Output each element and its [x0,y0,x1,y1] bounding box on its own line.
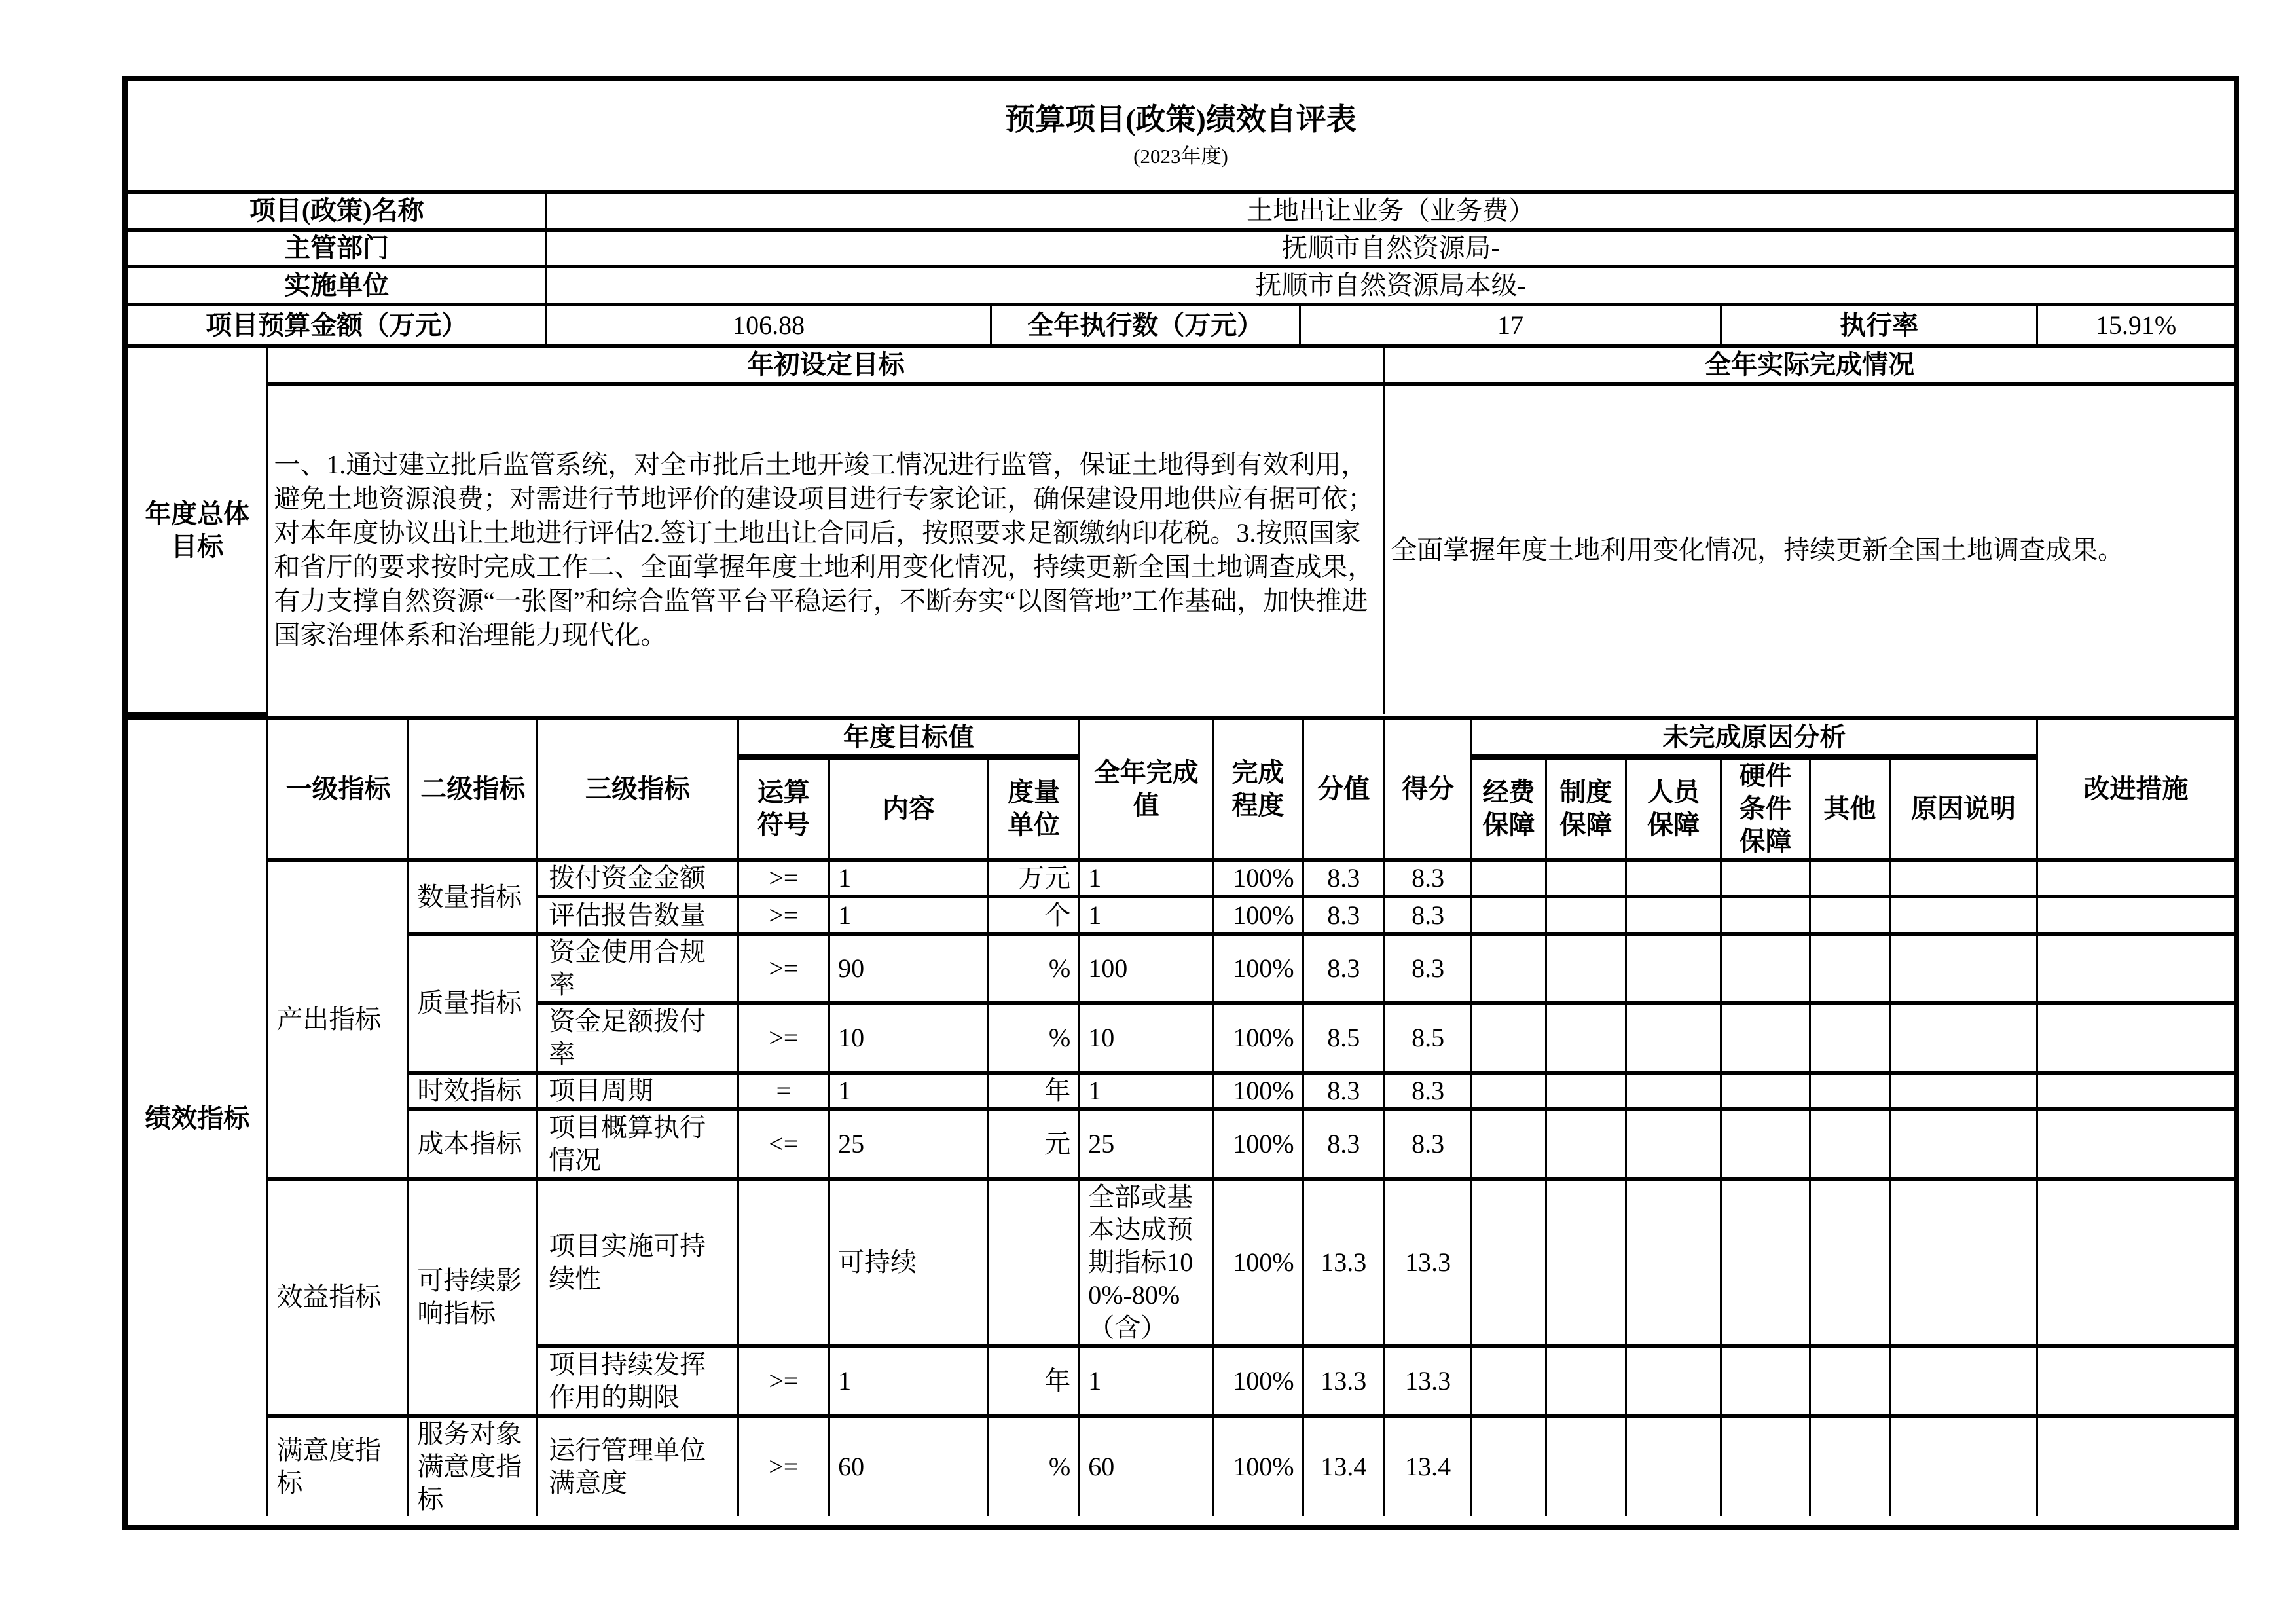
blank-cell [1626,934,1721,1003]
cell-annual-done: 1 [1080,896,1213,934]
blank-cell [2037,1179,2234,1346]
indicator-row [128,1109,2234,1179]
indicator-row [128,860,2234,896]
annual-goal-band [128,344,2234,716]
header-reason-note: 原因说明 [1890,757,2037,860]
info-band [128,190,2234,303]
header-level3: 三级指标 [538,720,738,860]
cell-content: 1 [829,860,989,896]
cell-unit: 元 [988,1109,1079,1179]
indicator-row [128,1179,2234,1346]
goal-actual-text: 全面掌握年度土地利用变化情况，持续更新全国土地调查成果。 [1385,384,2234,714]
header-operator: 运算符号 [738,757,829,860]
blank-cell [1810,1003,1889,1073]
cell-operator: <= [738,1109,829,1179]
cell-level3: 拨付资金金额 [538,860,738,896]
indicator-header-group-row [128,720,2234,757]
blank-cell [1626,860,1721,896]
blank-cell [1472,1109,1546,1179]
implementing-unit-row [128,267,2234,303]
cell-score-got: 8.3 [1385,1073,1472,1109]
cell-operator: >= [738,1346,829,1416]
blank-cell [1890,1179,2037,1346]
annual-goal-label: 年度总体目标 [128,348,268,714]
header-personnel-guarantee: 人员保障 [1626,757,1721,860]
project-name-value: 土地出让业务（业务费） [547,194,2234,230]
cell-operator: >= [738,934,829,1003]
header-score: 分值 [1303,720,1384,860]
header-annual-done: 全年完成值 [1080,720,1213,860]
blank-cell [1626,1346,1721,1416]
cell-level1: 产出指标 [268,860,409,1179]
blank-cell [1721,1073,1810,1109]
cell-unit: 年 [988,1346,1079,1416]
cell-score: 8.3 [1303,1109,1384,1179]
form-year: (2023年度) [1133,145,1228,168]
cell-level3: 项目周期 [538,1073,738,1109]
blank-cell [1546,860,1626,896]
blank-cell [1810,860,1889,896]
form-title: 预算项目(政策)绩效自评表 [1005,103,1357,136]
cell-score: 8.3 [1303,896,1384,934]
blank-cell [1546,934,1626,1003]
cell-content: 1 [829,896,989,934]
cell-unit: % [988,934,1079,1003]
header-unit: 度量单位 [988,757,1079,860]
header-level2: 二级指标 [409,720,538,860]
annual-goal-table [128,348,2234,716]
header-annual-target-group: 年度目标值 [738,720,1079,757]
blank-cell [2037,1109,2234,1179]
cell-annual-done: 1 [1080,1073,1213,1109]
info-table [128,194,2234,303]
performance-section-label: 绩效指标 [128,720,268,1516]
cell-annual-done: 全部或基本达成预期指标100%-80%（含） [1080,1179,1213,1346]
budget-row [128,306,2234,344]
cell-level3: 评估报告数量 [538,896,738,934]
execution-rate-label: 执行率 [1721,306,2037,344]
cell-score: 13.3 [1303,1179,1384,1346]
blank-cell [1810,934,1889,1003]
blank-cell [1626,1073,1721,1109]
blank-cell [1626,1109,1721,1179]
blank-cell [1546,1109,1626,1179]
cell-degree: 100% [1213,1346,1303,1416]
blank-cell [1626,1003,1721,1073]
project-name-label: 项目(政策)名称 [128,194,547,230]
cell-content: 60 [829,1416,989,1516]
blank-cell [1546,896,1626,934]
blank-cell [1472,1003,1546,1073]
cell-unit [988,1179,1079,1346]
cell-unit: % [988,1416,1079,1516]
blank-cell [1546,1073,1626,1109]
cell-degree: 100% [1213,896,1303,934]
cell-content: 1 [829,1073,989,1109]
goal-actual-header: 全年实际完成情况 [1385,348,2234,384]
cell-degree: 100% [1213,1179,1303,1346]
cell-degree: 100% [1213,1416,1303,1516]
blank-cell [1890,934,2037,1003]
cell-operator [738,1179,829,1346]
blank-cell [1890,1003,2037,1073]
blank-cell [1472,934,1546,1003]
cell-level3: 项目持续发挥作用的期限 [538,1346,738,1416]
blank-cell [2037,896,2234,934]
cell-degree: 100% [1213,860,1303,896]
blank-cell [1721,1416,1810,1516]
cell-score-got: 8.3 [1385,1109,1472,1179]
cell-score-got: 8.3 [1385,860,1472,896]
blank-cell [2037,1073,2234,1109]
department-value: 抚顺市自然资源局- [547,230,2234,267]
budget-performance-self-evaluation-form [122,76,2239,1530]
execution-rate-value: 15.91% [2037,306,2234,344]
blank-cell [1890,860,2037,896]
blank-cell [1626,1416,1721,1516]
cell-degree: 100% [1213,1003,1303,1073]
blank-cell [1890,896,2037,934]
budget-band [128,303,2234,344]
blank-cell [1810,1073,1889,1109]
indicator-row [128,1073,2234,1109]
title-band [128,81,2234,190]
cell-content: 25 [829,1109,989,1179]
indicators-table [128,720,2234,1516]
project-name-row [128,194,2234,230]
cell-operator: >= [738,1003,829,1073]
cell-annual-done: 1 [1080,860,1213,896]
cell-level2: 服务对象满意度指标 [409,1416,538,1516]
cell-level1: 满意度指标 [268,1416,409,1516]
blank-cell [2037,934,2234,1003]
blank-cell [1472,1346,1546,1416]
cell-level2: 可持续影响指标 [409,1179,538,1416]
cell-score-got: 8.3 [1385,934,1472,1003]
header-level1: 一级指标 [268,720,409,860]
blank-cell [1721,896,1810,934]
cell-annual-done: 25 [1080,1109,1213,1179]
cell-degree: 100% [1213,934,1303,1003]
header-institution-guarantee: 制度保障 [1546,757,1626,860]
cell-degree: 100% [1213,1073,1303,1109]
cell-content: 可持续 [829,1179,989,1346]
blank-cell [1721,860,1810,896]
blank-cell [1810,1179,1889,1346]
cell-content: 10 [829,1003,989,1073]
implementing-unit-value: 抚顺市自然资源局本级- [547,267,2234,303]
header-improvement: 改进措施 [2037,720,2234,860]
cell-annual-done: 10 [1080,1003,1213,1073]
cell-score-got: 8.5 [1385,1003,1472,1073]
cell-level3: 项目概算执行情况 [538,1109,738,1179]
cell-operator: >= [738,896,829,934]
blank-cell [2037,1416,2234,1516]
goal-set-text: 一、1.通过建立批后监管系统，对全市批后土地开竣工情况进行监管，保证土地得到有效利用，避免土地资源浪费；对需进行节地评价的建设项目进行专家论证，确保建设用地供应有据可依；对本年度协议出让土地进行评估2.签订土地出让合同后，按照要求足额缴纳印花税。3.按照国家和省厅的要求按时完成工作二、全面掌握年度土地利用变化情况，持续更新全国土地调查成果，有力支撑自然资源“一张图”和综合监管平台平稳运行，不断夯实“以图管地”工作基础，加快推进国家治理体系和治理能力现代化。 [268,384,1385,714]
header-hardware-guarantee: 硬件条件保障 [1721,757,1810,860]
implementing-unit-label: 实施单位 [128,267,547,303]
blank-cell [1472,1416,1546,1516]
blank-cell [1721,1179,1810,1346]
blank-cell [1546,1416,1626,1516]
cell-unit: 万元 [988,860,1079,896]
cell-unit: 年 [988,1073,1079,1109]
blank-cell [1721,1346,1810,1416]
cell-degree: 100% [1213,1109,1303,1179]
blank-cell [1890,1073,2037,1109]
cell-level3: 资金使用合规率 [538,934,738,1003]
blank-cell [1890,1346,2037,1416]
blank-cell [1626,1179,1721,1346]
blank-cell [1810,1109,1889,1179]
header-other: 其他 [1810,757,1889,860]
blank-cell [1721,1109,1810,1179]
cell-content: 1 [829,1346,989,1416]
blank-cell [1626,896,1721,934]
indicator-row [128,934,2234,1003]
blank-cell [2037,1003,2234,1073]
cell-operator: >= [738,860,829,896]
blank-cell [1546,1346,1626,1416]
blank-cell [1890,1109,2037,1179]
blank-cell [1810,896,1889,934]
blank-cell [1721,934,1810,1003]
cell-score: 13.3 [1303,1346,1384,1416]
goal-set-header: 年初设定目标 [268,348,1385,384]
cell-annual-done: 100 [1080,934,1213,1003]
cell-level3: 运行管理单位满意度 [538,1416,738,1516]
header-score-got: 得分 [1385,720,1472,860]
cell-level2: 时效指标 [409,1073,538,1109]
cell-score: 8.3 [1303,1073,1384,1109]
budget-label: 项目预算金额（万元） [128,306,547,344]
blank-cell [1546,1179,1626,1346]
cell-score: 8.3 [1303,860,1384,896]
cell-level3: 资金足额拨付率 [538,1003,738,1073]
blank-cell [1810,1346,1889,1416]
cell-level1: 效益指标 [268,1179,409,1416]
blank-cell [1546,1003,1626,1073]
cell-score: 13.4 [1303,1416,1384,1516]
cell-unit: % [988,1003,1079,1073]
cell-level3: 项目实施可持续性 [538,1179,738,1346]
blank-cell [2037,860,2234,896]
header-fund-guarantee: 经费保障 [1472,757,1546,860]
executed-value: 17 [1300,306,1721,344]
executed-label: 全年执行数（万元） [991,306,1300,344]
cell-score: 8.3 [1303,934,1384,1003]
cell-content: 90 [829,934,989,1003]
cell-score-got: 13.4 [1385,1416,1472,1516]
goal-header-row [128,348,2234,384]
header-completion-degree: 完成程度 [1213,720,1303,860]
cell-annual-done: 60 [1080,1416,1213,1516]
indicator-row [128,1416,2234,1516]
header-content: 内容 [829,757,989,860]
cell-score-got: 13.3 [1385,1179,1472,1346]
cell-score-got: 8.3 [1385,896,1472,934]
goal-text-row [128,384,2234,714]
blank-cell [1810,1416,1889,1516]
cell-score: 8.5 [1303,1003,1384,1073]
budget-value: 106.88 [547,306,991,344]
blank-cell [1721,1003,1810,1073]
cell-operator: >= [738,1416,829,1516]
cell-operator: = [738,1073,829,1109]
cell-level2: 数量指标 [409,860,538,934]
cell-level2: 质量指标 [409,934,538,1073]
cell-annual-done: 1 [1080,1346,1213,1416]
blank-cell [1890,1416,2037,1516]
cell-level2: 成本指标 [409,1109,538,1179]
blank-cell [1472,896,1546,934]
cell-score-got: 13.3 [1385,1346,1472,1416]
cell-unit: 个 [988,896,1079,934]
blank-cell [1472,860,1546,896]
indicators-band [128,716,2234,1516]
budget-table [128,306,2234,344]
department-row [128,230,2234,267]
header-incomplete-reason-group: 未完成原因分析 [1472,720,2037,757]
department-label: 主管部门 [128,230,547,267]
blank-cell [2037,1346,2234,1416]
blank-cell [1472,1073,1546,1109]
blank-cell [1472,1179,1546,1346]
